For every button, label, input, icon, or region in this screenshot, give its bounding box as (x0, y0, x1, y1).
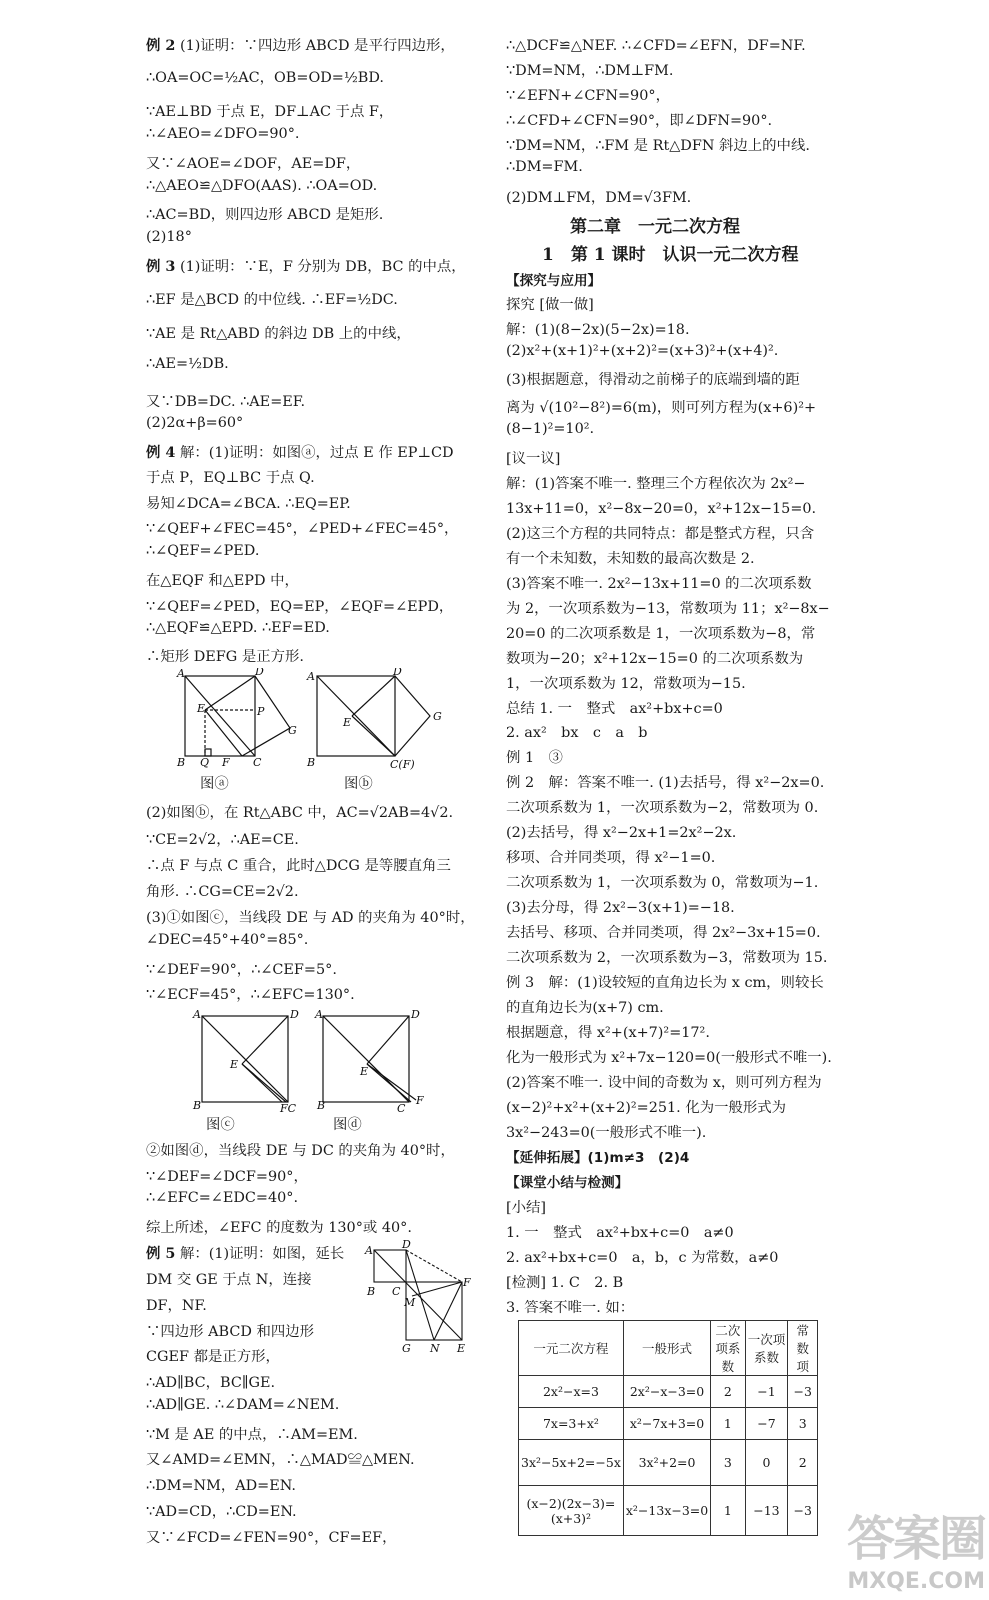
ex5-line-8: ∵M 是 AE 的中点，∴AM=EM. (146, 1427, 358, 1443)
e2-line-2: 二次项系数为 1，一次项系数为−2，常数项为 0. (506, 800, 819, 816)
ex5-line-3: DF，NF. (146, 1298, 207, 1314)
equation-table (518, 1320, 818, 1536)
svg-text:B: B (317, 1099, 326, 1112)
z-line-4: 离为 √(10²−8²)=6(m)，则可列方程为(x+6)²+ (506, 400, 817, 416)
ex2-line-5: 又∵∠AOE=∠DOF，AE=DF， (146, 156, 361, 172)
ex5-line-5: CGEF 都是正方形， (146, 1349, 280, 1365)
e3-line-1: 例 3 解：(1)设较短的直角边长为 x cm，则较长 (506, 975, 824, 991)
ex4-line-8: ∴△EQF≌△EPD. ∴EF=ED. (146, 620, 330, 636)
summary-line-1: 总结 1. 一 整式 ax²+bx+c=0 (506, 701, 723, 717)
ex2-line-3: ∵AE⊥BD 于点 E，DF⊥AC 于点 F， (146, 104, 394, 120)
svg-text:A: A (315, 1008, 323, 1021)
svg-text:M: M (404, 1296, 416, 1309)
svg-text:E: E (457, 1342, 466, 1355)
chapter-title: 第二章 一元二次方程 (570, 217, 740, 237)
y-line-2: 13x+11=0，x²−8x−20=0，x²+12x−15=0. (506, 501, 817, 517)
figure-b (305, 668, 445, 772)
svg-text:F: F (222, 756, 230, 769)
e2-line-1: 例 2 解：答案不唯一. (1)去括号，得 x²−2x=0. (506, 775, 825, 791)
y-line-4: 有一个未知数，未知数的最高次数是 2. (506, 551, 755, 567)
ex4-line-7: ∵∠QEF=∠PED，EQ=EP，∠EQF=∠EPD， (146, 599, 454, 615)
table-cell: 3x²+2=0 (623, 1440, 710, 1486)
e3-line-4: 化为一般形式为 x²+7x−120=0(一般形式不唯一). (506, 1050, 832, 1066)
table-header: 一次项系数 (745, 1321, 788, 1376)
ex3-line-4: ∴AE=½DB. (146, 356, 229, 372)
e2-line-3: (2)去括号，得 x²−2x+1=2x²−2x. (506, 825, 737, 841)
ex5-line-2: DM 交 GE 于点 N，连接 (146, 1272, 312, 1288)
ex4-line-15: ∠DEC=45°+40°=85°. (146, 932, 309, 948)
ex5-line-7: ∴AD∥GE. ∴∠DAM=∠NEM. (146, 1397, 340, 1413)
svg-text:D: D (402, 1240, 411, 1251)
y-line-5: (3)答案不唯一. 2x²−13x+11=0 的二次项系数 (506, 576, 812, 592)
table-cell: −7 (745, 1408, 788, 1440)
section-summary-test: 【课堂小结与检测】 (506, 1175, 629, 1191)
ex4-line-10: (2)如图ⓑ，在 Rt△ABC 中，AC=√2AB=4√2. (146, 805, 454, 821)
e2-line-5: 二次项系数为 1，一次项系数为 0，常数项为−1. (506, 875, 819, 891)
ex2-line-1: 例 2 (1)证明：∵四边形 ABCD 是平行四边形， (146, 37, 455, 54)
table-cell: 1 (711, 1408, 745, 1440)
e2-line-7: 去括号、移项、合并同类项，得 2x²−3x+15=0. (506, 925, 821, 941)
watermark (847, 1500, 985, 1594)
svg-text:E: E (360, 1065, 369, 1078)
ex4-line-19: ∵∠DEF=∠DCF=90°， (146, 1169, 308, 1185)
ex3-line-3: ∵AE 是 Rt△ABD 的斜边 DB 上的中线， (146, 326, 411, 342)
r-line-4: ∴∠CFD+∠CFN=90°，即∠DFN=90°. (506, 113, 773, 129)
ex4-line-5: ∴∠QEF=∠PED. (146, 543, 260, 559)
table-row (519, 1440, 818, 1486)
figure-c-caption: 图ⓒ (206, 1117, 235, 1133)
ex5-line-10: ∴DM=NM，AD=EN. (146, 1478, 296, 1494)
svg-text:F: F (416, 1094, 424, 1107)
svg-text:G: G (433, 710, 442, 723)
table-cell: 3 (788, 1408, 818, 1440)
z-line-2: (2)x²+(x+1)²+(x+2)²=(x+3)²+(x+4)². (506, 343, 779, 359)
svg-text:D: D (411, 1008, 420, 1021)
ex2-line-8: (2)18° (146, 229, 192, 245)
table-cell: 2 (788, 1440, 818, 1486)
figure-ex5 (362, 1240, 482, 1358)
svg-text:D: D (290, 1008, 299, 1021)
ex5-line-4: ∵四边形 ABCD 和四边形 (146, 1324, 315, 1340)
ex3-line-6: (2)2α+β=60° (146, 415, 244, 431)
svg-text:FC: FC (280, 1102, 297, 1115)
figure-d (313, 1008, 438, 1116)
ex4-line-3: 易知∠DCA=∠BCA. ∴EQ=EP. (146, 496, 351, 512)
figure-b-caption: 图ⓑ (344, 776, 373, 792)
ex4-line-21: 综上所述，∠EFC 的度数为 130°或 40°. (146, 1220, 412, 1236)
ex5-line-11: ∵AD=CD，∴CD=EN. (146, 1504, 297, 1520)
y-line-1: 解：(1)答案不唯一. 整理三个方程依次为 2x²− (506, 476, 806, 492)
table-cell: −3 (788, 1376, 818, 1408)
ex4-line-20: ∴∠EFC=∠EDC=40°. (146, 1190, 299, 1206)
table-row (519, 1408, 818, 1440)
svg-text:C: C (253, 756, 262, 769)
watermark-logo: 答案圈 (846, 1511, 985, 1567)
z-line-1: 解：(1)(8−2x)(5−2x)=18. (506, 322, 690, 338)
r-line-5: ∵DM=NM，∴FM 是 Rt△DFN 斜边上的中线. (506, 138, 810, 154)
ex4-line-11: ∵CE=2√2，∴AE=CE. (146, 832, 299, 848)
r-line-6: ∴DM=FM. (506, 159, 583, 175)
xj-line-2: 2. ax²+bx+c=0 a，b，c 为常数，a≠0 (506, 1250, 779, 1266)
svg-text:A: A (307, 670, 315, 683)
ex3-line-1: 例 3 (1)证明：∵E，F 分别为 DB，BC 的中点， (146, 258, 466, 275)
extension-line: 【延伸拓展】(1)m≠3 (2)4 (506, 1150, 690, 1166)
section-explore: 【探究与应用】 (506, 273, 602, 289)
svg-text:D: D (255, 668, 264, 678)
r-line-1: ∴△DCF≌△NEF. ∴∠CFD=∠EFN，DF=NF. (506, 38, 806, 54)
e3-line-6: (x−2)²+x²+(x+2)²=251. 化为一般形式为 (506, 1100, 787, 1116)
ex5-line-12: 又∵∠FCD=∠FEN=90°，CF=EF， (146, 1530, 397, 1546)
ex2-line-6: ∴△AEO≌△DFO(AAS). ∴OA=OD. (146, 178, 378, 194)
svg-text:A: A (365, 1244, 373, 1257)
summary-line-2: 2. ax² bx c a b (506, 725, 648, 741)
svg-text:B: B (193, 1099, 202, 1112)
e3-line-2: 的直角边长为(x+7) cm. (506, 1000, 664, 1016)
example1-line: 例 1 ③ (506, 750, 563, 766)
table-header: 常数项 (788, 1321, 818, 1376)
ex4-line-12: ∴点 F 与点 C 重合，此时△DCG 是等腰直角三 (146, 858, 451, 874)
e2-line-8: 二次项系数为 2，一次项系数为−3，常数项为 15. (506, 950, 828, 966)
r-line-3: ∵∠EFN+∠CFN=90°， (506, 88, 670, 104)
table-row (519, 1486, 818, 1536)
svg-text:B: B (177, 756, 186, 769)
ex2-line-7: ∴AC=BD，则四边形 ABCD 是矩形. (146, 207, 384, 223)
table-cell: 7x=3+x² (519, 1408, 624, 1440)
summary-heading: [小结] (506, 1200, 547, 1216)
ex4-line-1: 例 4 解：(1)证明：如图ⓐ，过点 E 作 EP⊥CD (146, 444, 454, 461)
table-cell: x²−7x+3=0 (623, 1408, 710, 1440)
y-line-7: 20=0 的二次项系数是 1，一次项系数为−8，常 (506, 626, 816, 642)
e3-line-5: (2)答案不唯一. 设中间的奇数为 x，则可列方程为 (506, 1075, 822, 1091)
ex2-line-4: ∴∠AEO=∠DFO=90°. (146, 126, 300, 142)
ex4-line-4: ∵∠QEF+∠FEC=45°，∠PED+∠FEC=45°， (146, 521, 459, 537)
table-cell: −1 (745, 1376, 788, 1408)
svg-text:E: E (197, 702, 206, 715)
r-line-2: ∵DM=NM，∴DM⊥FM. (506, 63, 674, 79)
ex4-line-9: ∴矩形 DEFG 是正方形. (146, 649, 304, 665)
y-line-8: 数项为−20；x²+12x−15=0 的二次项系数为 (506, 651, 804, 667)
svg-text:B: B (367, 1285, 376, 1298)
figure-a (175, 668, 300, 772)
svg-text:A: A (193, 1008, 201, 1021)
y-line-6: 为 2，一次项系数为−13，常数项为 11；x²−8x− (506, 601, 830, 617)
r-line-7: (2)DM⊥FM，DM=√3FM. (506, 190, 692, 206)
svg-text:Q: Q (200, 756, 210, 769)
z-line-5: (8−1)²=10². (506, 421, 595, 437)
ex5-line-9: 又∠AMD=∠EMN，∴△MAD≌△MEN. (146, 1452, 415, 1468)
svg-text:E: E (343, 716, 352, 729)
svg-text:C(F): C(F) (390, 758, 415, 771)
svg-text:C: C (397, 1102, 406, 1115)
table-header: 一元二次方程 (519, 1321, 624, 1376)
ex2-line-2: ∴OA=OC=½AC，OB=OD=½BD. (146, 70, 384, 86)
explore-heading: 探究 [做一做] (506, 297, 594, 313)
table-cell: 3 (711, 1440, 745, 1486)
svg-text:F: F (463, 1276, 471, 1289)
ex4-line-17: ∵∠ECF=45°，∴∠EFC=130°. (146, 987, 355, 1003)
test-line-1: [检测] 1. C 2. B (506, 1275, 624, 1291)
ex3-line-2: ∴EF 是△BCD 的中位线. ∴EF=½DC. (146, 292, 398, 308)
table-cell: 2x²−x=3 (519, 1376, 624, 1408)
table-cell: 3x²−5x+2=−5x (519, 1440, 624, 1486)
table-cell: 0 (745, 1440, 788, 1486)
ex5-line-6: ∴AD∥BC，BC∥GE. (146, 1375, 276, 1391)
svg-text:G: G (288, 724, 297, 737)
svg-text:P: P (257, 705, 265, 718)
table-cell: 2 (711, 1376, 745, 1408)
ex4-line-6: 在△EQF 和△EPD 中， (146, 573, 299, 589)
e2-line-4: 移项、合并同类项，得 x²−1=0. (506, 850, 716, 866)
ex5-line-1: 例 5 解：(1)证明：如图，延长 (146, 1245, 345, 1262)
svg-text:B: B (307, 756, 316, 769)
svg-text:C: C (392, 1285, 401, 1298)
table-header: 二次项系数 (711, 1321, 745, 1376)
e2-line-6: (3)去分母，得 2x²−3(x+1)=−18. (506, 900, 735, 916)
ex4-line-13: 角形. ∴CG=CE=2√2. (146, 884, 299, 900)
svg-text:G: G (402, 1342, 411, 1355)
svg-text:N: N (430, 1342, 440, 1355)
table-cell: −3 (788, 1486, 818, 1536)
table-header: 一般形式 (623, 1321, 710, 1376)
figure-c (190, 1008, 305, 1116)
table-cell: (x−2)(2x−3)=(x+3)² (519, 1486, 624, 1536)
svg-text:E: E (230, 1058, 239, 1071)
svg-text:A: A (177, 668, 185, 680)
ex4-line-16: ∵∠DEF=90°，∴∠CEF=5°. (146, 962, 337, 978)
ex3-line-5: 又∵DB=DC. ∴AE=EF. (146, 394, 306, 410)
discuss-heading: [议一议] (506, 451, 561, 467)
xj-line-1: 1. 一 整式 ax²+bx+c=0 a≠0 (506, 1225, 734, 1241)
lesson-title: 1 第 1 课时 认识一元二次方程 (542, 245, 799, 265)
test-line-3: 3. 答案不唯一. 如： (506, 1300, 635, 1316)
e3-line-7: 3x²−243=0(一般形式不唯一). (506, 1125, 707, 1141)
watermark-url: MXQE.COM (847, 1569, 985, 1594)
svg-text:D: D (393, 668, 402, 678)
table-cell: 1 (711, 1486, 745, 1536)
ex4-line-18: ②如图ⓓ，当线段 DE 与 DC 的夹角为 40°时， (146, 1143, 455, 1159)
table-row (519, 1376, 818, 1408)
table-cell: x²−13x−3=0 (623, 1486, 710, 1536)
ex4-line-14: (3)①如图ⓒ，当线段 DE 与 AD 的夹角为 40°时， (146, 910, 475, 926)
figure-d-caption: 图ⓓ (333, 1117, 362, 1133)
y-line-9: 1，一次项系数为 12，常数项为−15. (506, 676, 746, 692)
e3-line-3: 根据题意，得 x²+(x+7)²=17². (506, 1025, 710, 1041)
table-cell: 2x²−x−3=0 (623, 1376, 710, 1408)
figure-a-caption: 图ⓐ (200, 776, 229, 792)
z-line-3: (3)根据题意，得滑动之前梯子的底端到墙的距 (506, 372, 800, 388)
ex4-line-2: 于点 P，EQ⊥BC 于点 Q. (146, 470, 315, 486)
table-cell: −13 (745, 1486, 788, 1536)
y-line-3: (2)这三个方程的共同特点：都是整式方程，只含 (506, 526, 815, 542)
